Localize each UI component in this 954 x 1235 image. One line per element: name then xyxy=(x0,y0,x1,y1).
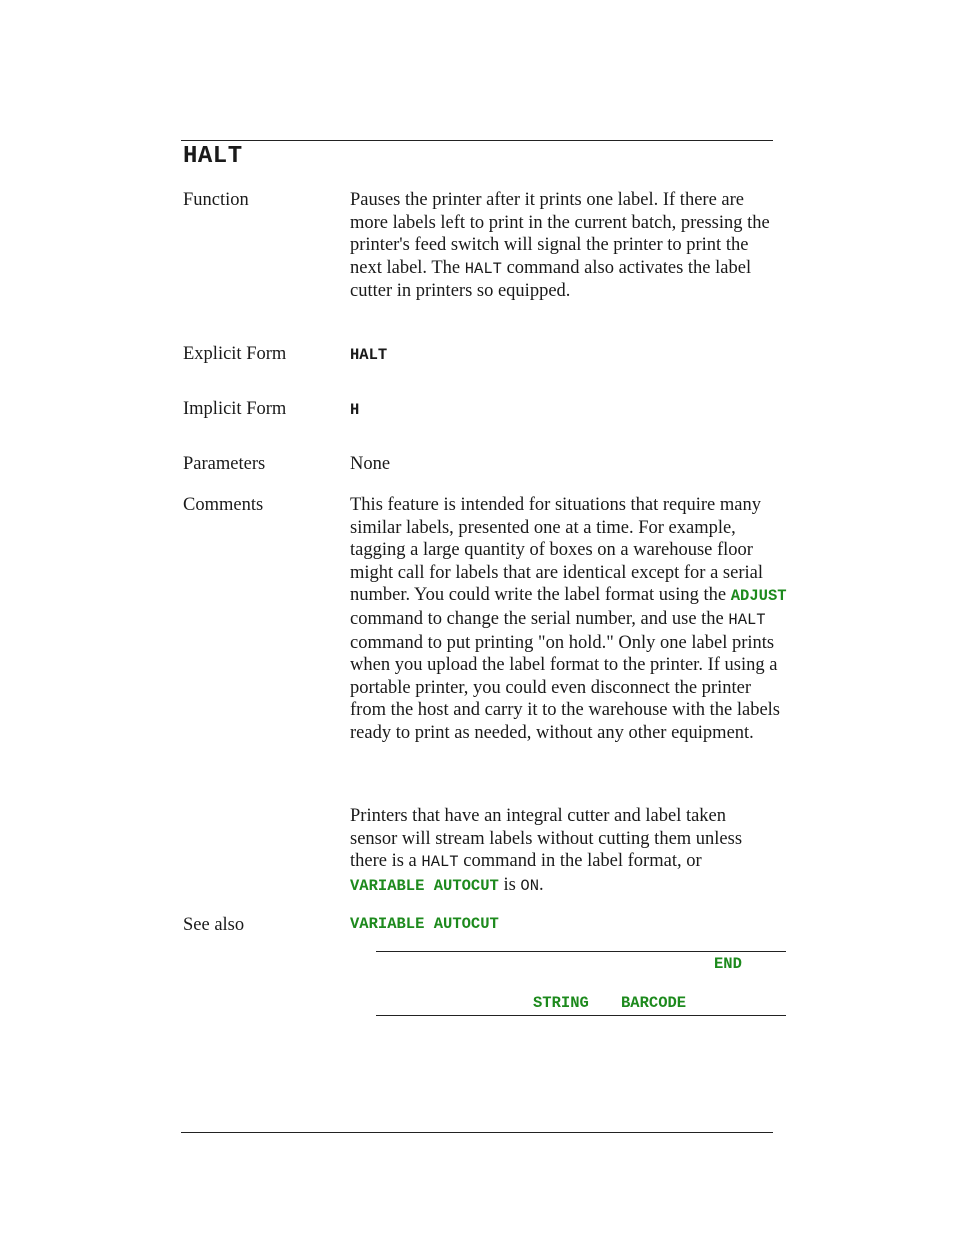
explicit-form-code: HALT xyxy=(350,346,388,364)
parameters-label: Parameters xyxy=(183,454,266,474)
implicit-form-label: Implicit Form xyxy=(183,399,287,419)
top-rule xyxy=(181,140,773,141)
nav-barcode-link[interactable]: BARCODE xyxy=(621,994,687,1012)
comments-paragraph-1 xyxy=(350,494,790,745)
comments-p2-period: . xyxy=(539,874,544,895)
adjust-link[interactable]: ADJUST xyxy=(730,587,787,606)
page-title: HALT xyxy=(183,143,243,170)
function-text xyxy=(350,189,780,303)
explicit-form-value xyxy=(350,343,790,367)
comments-p2-code: HALT xyxy=(421,853,459,872)
comments-p1-text-b: command to change the serial number, and use the xyxy=(350,608,724,629)
comments-p2-text-b: command in the label format, or xyxy=(463,851,702,872)
function-code: HALT xyxy=(464,259,502,278)
function-text-part2: command also activates the label cutter in printers so equipped. xyxy=(350,257,752,302)
nav-top-rule xyxy=(376,951,786,952)
comments-p2-text-a: Printers that have an integral cutter and label taken sensor will stream labels without cutting them unless there is a xyxy=(350,806,743,872)
nav-end-link[interactable]: END xyxy=(714,955,742,973)
comments-p2-text-c: is xyxy=(503,874,516,895)
comments-p1-text-a: This feature is intended for situations that require many similar labels, presented one at a time. For example, tagging a large quantity of boxes on a warehouse floor might call for labels that are identical except for a serial number. You could write the label format using the xyxy=(350,495,763,606)
function-text-part1: Pauses the printer after it prints one label. If there are more labels left to print in the current batch, pressing the printer's feed switch will signal the printer to print the next label. The xyxy=(350,190,770,278)
comments-p1-text-c: command to put printing "on hold." Only one label prints when you upload the label format to the printer. If using a portable printer, you could even disconnect the printer from the host and carry it to the warehouse with the labels ready to print as needed, without any other equipment. xyxy=(350,632,780,743)
nav-string-link[interactable]: STRING xyxy=(533,994,589,1012)
comments-label: Comments xyxy=(183,495,264,515)
nav-bottom-rule xyxy=(376,1015,786,1016)
comments-paragraph-2 xyxy=(350,805,775,897)
comments-p1-code: HALT xyxy=(728,610,766,629)
parameters-value: None xyxy=(350,454,391,474)
variable-autocut-link[interactable]: VARIABLE AUTOCUT xyxy=(350,876,499,895)
implicit-form-code: H xyxy=(350,401,360,419)
see-also-label: See also xyxy=(183,915,245,935)
see-also-value xyxy=(350,912,790,936)
comments-p2-code-on: ON xyxy=(520,876,540,895)
implicit-form-value xyxy=(350,398,790,422)
see-also-variable-autocut-link[interactable]: VARIABLE AUTOCUT xyxy=(350,915,499,933)
function-label: Function xyxy=(183,190,249,210)
explicit-form-label: Explicit Form xyxy=(183,344,287,364)
bottom-rule xyxy=(181,1132,773,1133)
